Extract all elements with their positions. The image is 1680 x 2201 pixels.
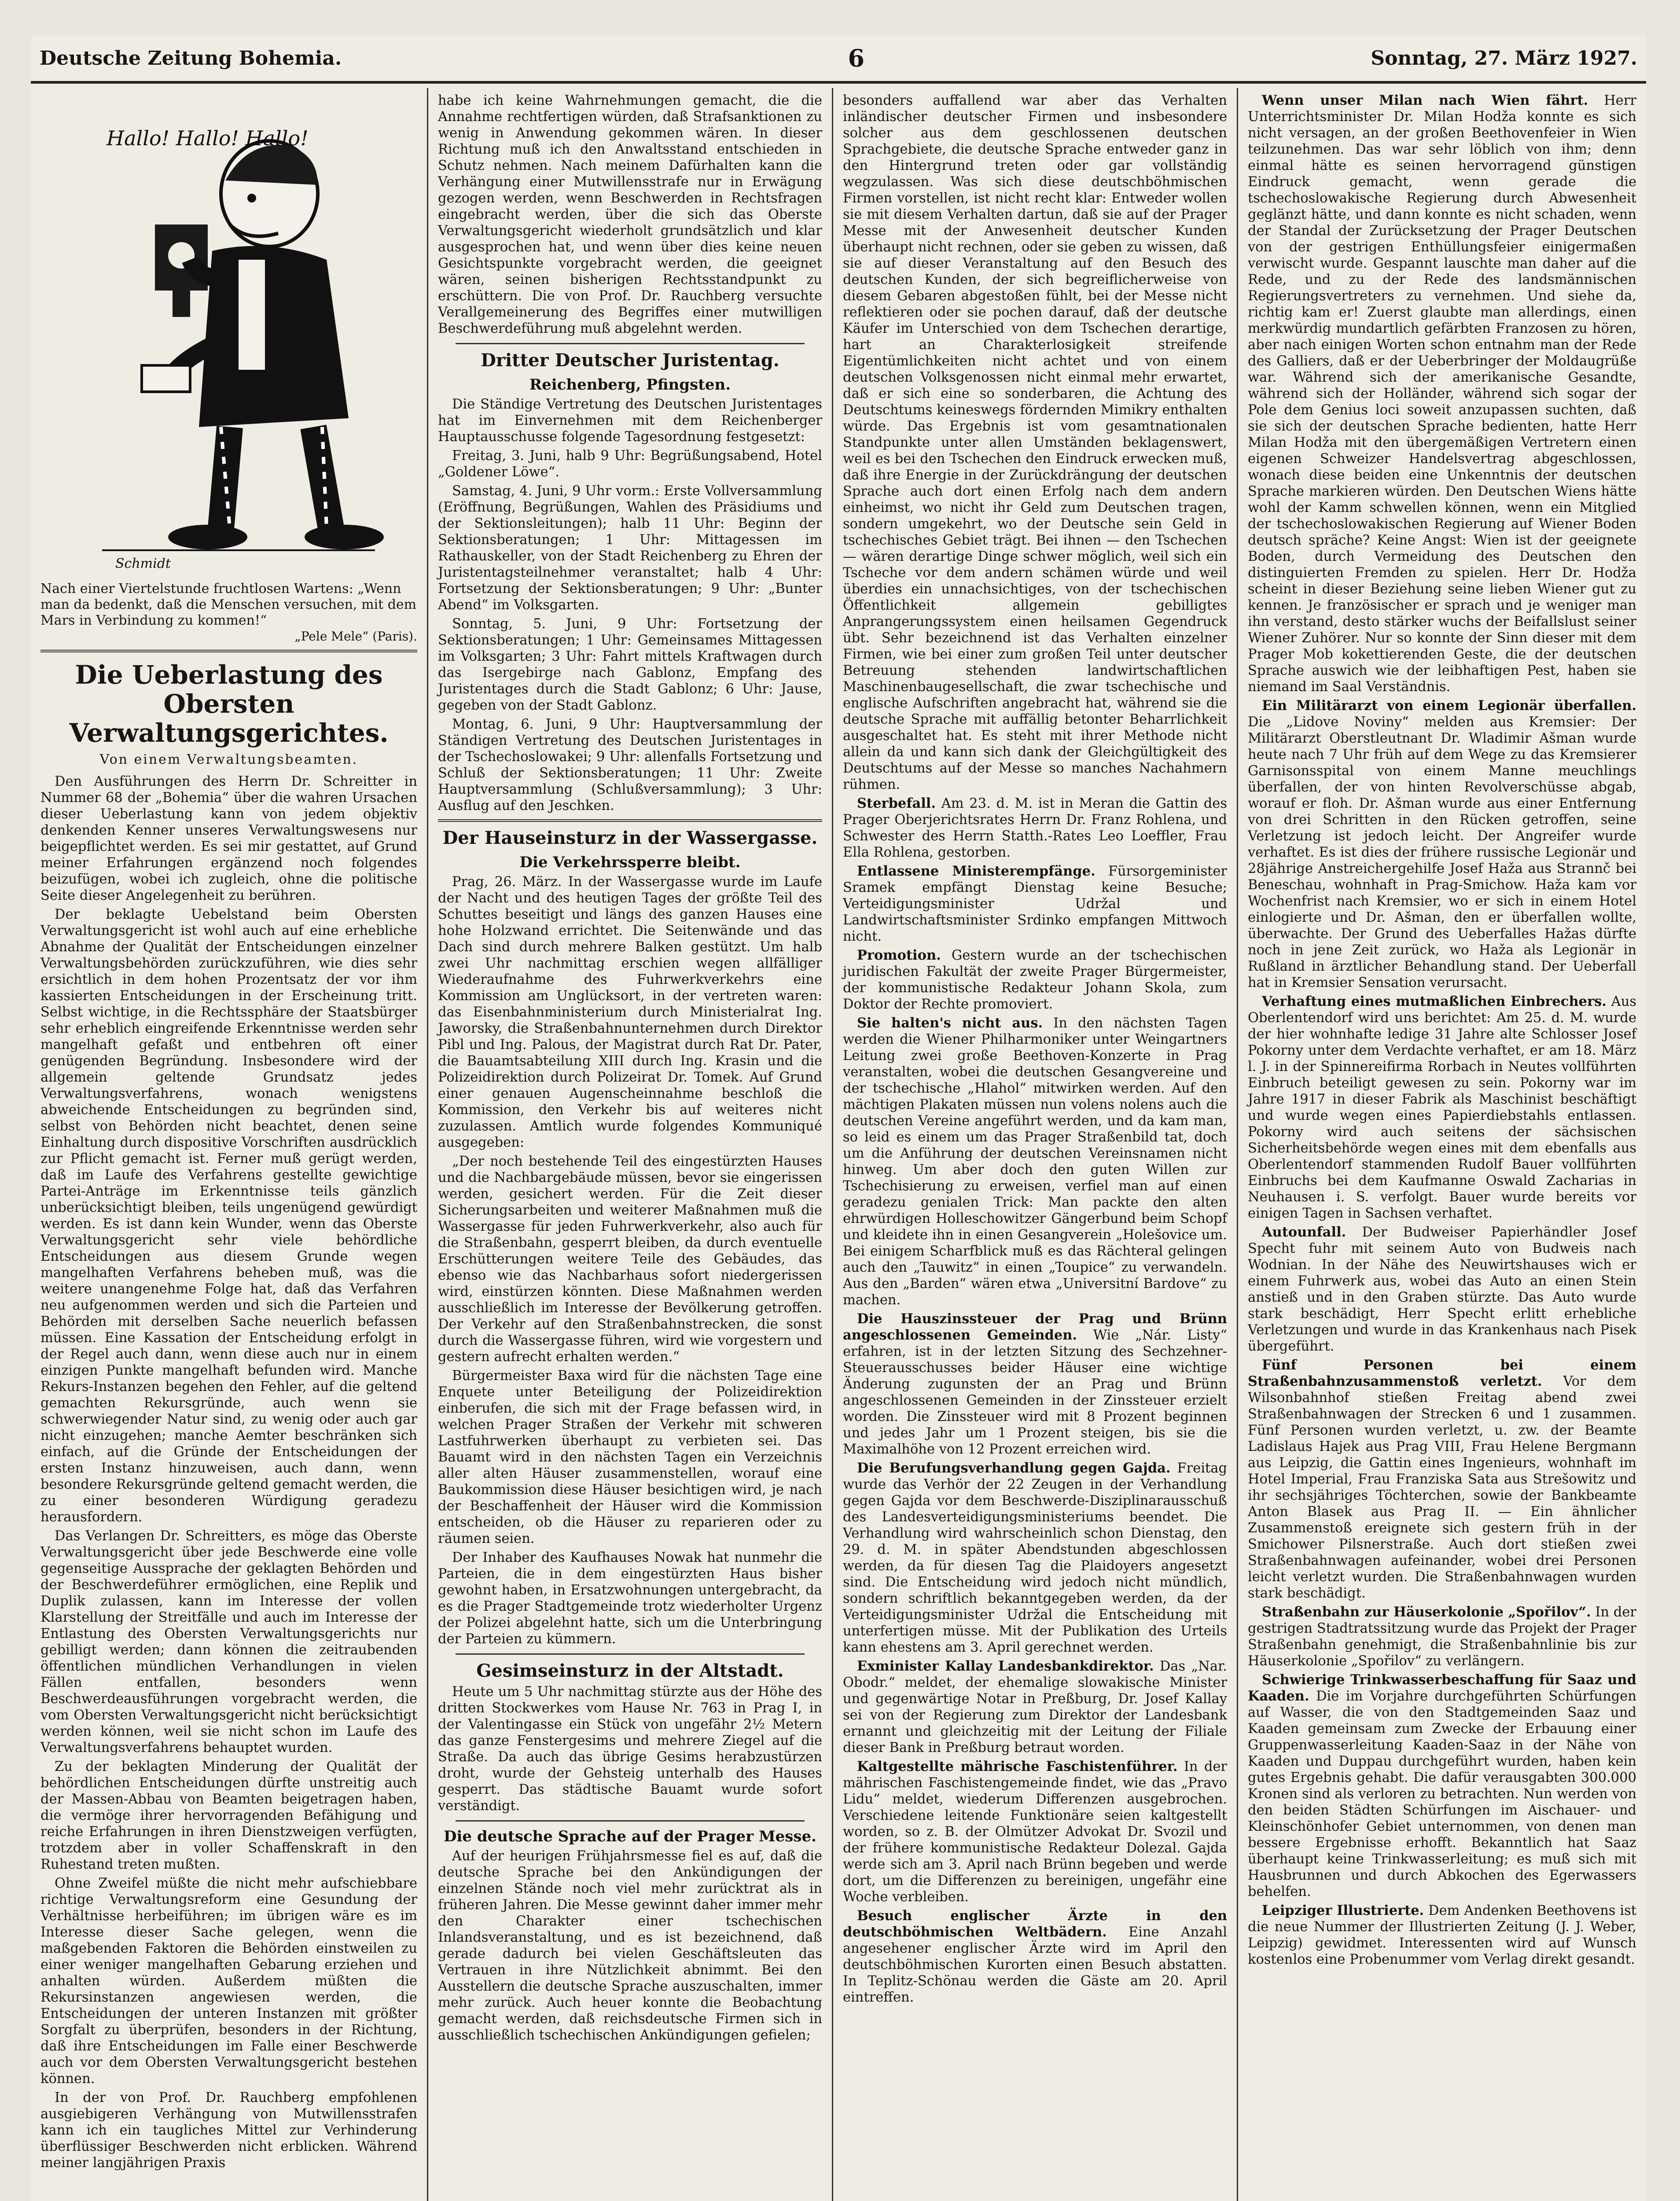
masthead — [31, 35, 1646, 84]
news-notice — [1248, 1672, 1636, 1900]
news-notice — [1248, 1357, 1636, 1601]
paragraph: Das Verlangen Dr. Schreitters, es möge das Oberste Verwaltungsgericht über jede Beschwerde eine volle gegenseitige Aussprache der geklagten Behörden und der Beschwerdeführer ermöglichen, eine Replik und Duplik zulassen, kann im Interesse der vollen Klarstellung der Streitfälle und auch im Interesse der Entlastung des Obersten Verwaltungsgerichts nur gebilligt werden; dann können die zeitraubenden öffentlichen mündlichen Verhandlungen in vielen Fällen entfallen, besonders wenn Beschwerdeausführungen vorgebracht werden, die vom Obersten Verwaltungsgericht nicht berücksichtigt werden können, weil sie nicht schon im Laufe des Verwaltungsverfahrens behauptet wurden. — [40, 1528, 417, 1756]
column-1 — [31, 88, 427, 2201]
news-notices — [1248, 92, 1636, 1968]
news-notice — [1248, 92, 1636, 695]
paragraph: habe ich keine Wahrnehmungen gemacht, die die Annahme rechtfertigen würden, daß Strafsanktionen zu wenig in Anwendung gekommen wären. In dieser Richtung muß ich den Anwaltsstand entschieden in Schutz nehmen. Nach meinem Dafürhalten kann die Verhängung einer Mutwillensstrafe nur in Erwägung gezogen werden, wenn Beschwerden in Rechtsfragen eingebracht werden, über die sich das Oberste Verwaltungsgericht wiederholt grundsätzlich und klar ausgesprochen hat, und wenn über dies keine neuen Gesichtspunkte vorgebracht werden, die geeignet wären, seinen bisherigen Rechtsstandpunkt zu erschüttern. Die von Prof. Dr. Rauchberg versuchte Verallgemeinerung des Begriffes einer mutwilligen Beschwerdeführung muß abgelehnt werden. — [438, 93, 822, 336]
article-title: Die Ueberlastung des Obersten Verwaltungsgerichtes. — [69, 660, 389, 748]
paragraph: Den Ausführungen des Herrn Dr. Schreitter in Nummer 68 der „Bohemia“ über die wahren Ursachen dieser Ueberlastung kann von jedem objektiv denkenden Kenner unseres Verwaltungswesens nur beigepflichtet werden. Es sei mir gestattet, auf Grund meiner Erfahrungen ergänzend noch folgendes beizufügen, wobei ich zugleich, ohne die politische Seite dieser Angelegenheit zu berühren. — [40, 774, 417, 903]
notice-text: Das „Nar. Obodr.“ meldet, der ehemalige slowakische Minister und gegenwärtige Notar in Preßburg, Dr. Josef Kallay sei von der Regierung zum Direktor der Landesbank ernannt und gleichzeitig mit der Leitung der Filiale dieser Bank in Preßburg betraut worden. — [843, 1659, 1227, 1756]
notice-heading: Exminister Kallay Landesbankdirektor. — [857, 1658, 1154, 1674]
article-title: Die deutsche Sprache auf der Prager Messe. — [444, 1828, 816, 1845]
notice-heading: Die Hauszinssteuer der Prag und Brünn angeschlossenen Gemeinden. — [843, 1311, 1227, 1343]
paragraph: Freitag, 3. Juni, halb 9 Uhr: Begrüßungsabend, Hotel „Goldener Löwe“. — [438, 448, 822, 480]
cartoon-speech: Hallo! Hallo! Hallo! — [107, 126, 309, 150]
notice-text: In der mährischen Faschistengemeinde findet, wie das „Pravo Lidu“ meldet, wiederum Differenzen ausgebrochen. Verschiedene leitende Funktionäre seien kaltgestellt worden, so z. B. der Olmützer Advokat Dr. Svozil und der frühere kommunistische Redakteur Dolezal. Gajda werde sich am 3. April nach Brünn begeben und werde dort, um die Differenzen zu bereinigen, ungefähr eine Woche verbleiben. — [843, 1759, 1227, 1905]
issue-date: Sonntag, 27. März 1927. — [1371, 47, 1637, 70]
article-dateline: Reichenberg, Pfingsten. — [529, 376, 731, 394]
cartoon-caption — [40, 581, 417, 644]
article-title: Dritter Deutscher Juristentag. — [481, 350, 779, 371]
paragraph: Die Ständige Vertretung des Deutschen Juristentages hat im Einvernehmen mit dem Reichenberger Hauptausschusse folgende Tagesordnung festgesetzt: — [438, 397, 822, 445]
divider — [456, 1653, 805, 1655]
notice-heading: Fünf Personen bei einem Straßenbahnzusammenstoß verletzt. — [1248, 1357, 1636, 1389]
notice-heading: Kaltgestellte mährische Faschistenführer. — [857, 1759, 1178, 1774]
article-title: Der Hauseinsturz in der Wassergasse. — [442, 828, 818, 848]
news-notice — [843, 1658, 1227, 1756]
article-body — [40, 773, 417, 2171]
news-notice — [1248, 698, 1636, 991]
news-notices — [843, 795, 1227, 2006]
notice-heading: Sterbefall. — [857, 795, 936, 811]
notice-heading: Autounfall. — [1262, 1224, 1346, 1240]
column-4 — [1237, 88, 1646, 2201]
notice-heading: Besuch englischer Ärzte in den deutschböhmischen Weltbädern. — [843, 1908, 1227, 1940]
page-number: 6 — [848, 44, 865, 72]
divider — [438, 819, 822, 822]
paragraph: Prag, 26. März. In der Wassergasse wurde im Laufe der Nacht und des heutigen Tages der größte Teil des Schuttes beseitigt und längs des ganzen Hauses eine hohe Holzwand errichtet. Die Seitenwände und das Dach sind durch mehrere Balken gestützt. Um halb zwei Uhr nachmittag erschien wegen allfälliger Wiederaufnahme des Fuhrwerkverkehrs eine Kommission am Unglücksort, in der vertreten waren: das Eisenbahnministerium durch Ministerialrat Ing. Jaworsky, die Straßenbahnunternehmen durch Direktor Pibl und Ing. Palous, der Magistrat durch Rat Dr. Pater, die Bauamtsabteilung XIII durch Ing. Krasin und die Polizeidirektion durch Polizeirat Dr. Tomek. Auf Grund einer genauen Augenscheinnahme beschloß die Kommission, den Verkehr bis auf weiteres nicht zuzulassen. Amtlich wurde folgendes Kommuniqué ausgegeben: — [438, 874, 822, 1150]
notice-text: Die „Lidove Noviny“ melden aus Kremsier: Der Militärarzt Oberstleutnant Dr. Wladimir Ašman wurde heute nach 7 Uhr früh auf dem Wege zu das Kremsierer Garnisonsspital von einem Manne meuchlings überfallen, der von hinten Revolverschüsse abgab, worauf er floh. Dr. Ašman wurde aus einer Entfernung von drei Schritten in den Rücken getroffen, seine Verletzung ist jedoch leicht. Der Angreifer wurde verhaftet. Es ist dies der frühere russische Legionär und 28jährige Anstreichergehilfe Josef Haža aus Strannč bei Beneschau, wohnhaft in Prag-Smichow. Haža kam vor Wochenfrist nach Kremsier, wo er sich in einem Hotel einlogierte und Dr. Ašman, den er überfallen wollte, überwachte. Der Grund des Ueberfalles Hažas dürfte noch in jene Zeit zurück, wo Haža als Legionär in Rußland in ärztlicher Behandlung stand. Der Ueberfall hat in Kremsier Sensation verursacht. — [1248, 714, 1636, 990]
notice-heading: Wenn unser Milan nach Wien fährt. — [1262, 92, 1588, 108]
notice-text: Aus Oberlentendorf wird uns berichtet: Am 25. d. M. wurde der hier wohnhafte ledige 31 Jahre alte Schlosser Josef Pokorny unter dem Verdachte verhaftet, er am 18. März l. J. in der Spinnereifirma Rorbach in Neutes vollführten Einbruch beteiligt gewesen zu sein. Pokorny war im Jahre 1917 in dieser Fabrik als Maschinist beschäftigt und wurde wegen eines Papierdiebstahls entlassen. Pokorny wird auch seitens der sächsischen Sicherheitsbehörde wegen eines mit dem ebenfalls aus Oberlentendorf stammenden Rudolf Bauer vollführten Einbruchs bei dem Kaufmanne Oswald Zacharias in Neuhausen i. S. verfolgt. Bauer wurde bereits vor einigen Tagen in Sachsen verhaftet. — [1248, 994, 1636, 1221]
paragraph: Montag, 6. Juni, 9 Uhr: Hauptversammlung der Ständigen Vertretung des Deutschen Juristentages in der Tschechoslowakei; 9 Uhr: allenfalls Fortsetzung und Schluß der Sektionsberatungen; 11 Uhr: Zweite Hauptversammlung (Schlußversammlung); 3 Uhr: Ausflug auf den Jeschken. — [438, 717, 822, 813]
notice-text: Freitag wurde das Verhör der 22 Zeugen in der Verhandlung gegen Gajda vor dem Beschwerde-Disziplinarausschuß des Landesverteidigungsministeriums beendet. Die Verhandlung wird wahrscheinlich schon Dienstag, den 29. d. M. in später Abendstunden abgeschlossen werden, da für diesen Tag die Plaidoyers angesetzt sind. Die Entscheidung wird jedoch nicht mündlich, sondern schriftlich bekanntgegeben werden, da der Verteidigungsminister Udržal die Entscheidung mit unterfertigen müsse. Mit der Publikation des Urteils kann ehestens am 3. April gerechnet werden. — [843, 1461, 1227, 1655]
cartoon-illustration — [40, 92, 417, 577]
article-subtitle: Die Verkehrssperre bleibt. — [519, 854, 741, 871]
news-notice — [843, 1460, 1227, 1656]
divider — [40, 650, 417, 652]
column-2 — [427, 88, 832, 2201]
notice-text: Eine Anzahl angesehener englischer Ärzte wird im April den deutschböhmischen Kurorten einen Besuch abstatten. In Teplitz-Schönau werden die Gäste am 20. April eintreffen. — [843, 1925, 1228, 2005]
paragraph: „Der noch bestehende Teil des eingestürzten Hauses und die Nachbargebäude müssen, bevor sie eingerissen werden, gesichert werden. Für die Zeit dieser Sicherungsarbeiten und weiterer Maßnahmen muß die Wassergasse für jeden Fuhrwerkverkehr, also auch für die Straßenbahn, gesperrt bleiben, da durch eventuelle Erschütterungen weitere Teile des Gebäudes, das ebenso wie das Nachbarhaus sofort niedergerissen wird, einstürzen könnten. Diese Maßnahmen werden ausschließlich im Interesse der Bevölkerung getroffen. Der Verkehr auf den Straßenbahnstrecken, die sonst durch die Wassergasse führen, wird wie vorgestern und gestern aufrecht erhalten werden.“ — [438, 1154, 822, 1365]
newspaper-page — [31, 35, 1646, 2201]
notice-heading: Sie halten's nicht aus. — [857, 1015, 1043, 1031]
notice-text: Die im Vorjahre durchgeführten Schürfungen auf Wasser, die von den Stadtgemeinden Saaz und Kaaden gemeinsam zum Zwecke der Erbauung einer Gruppenwasserleitung Kaaden-Saaz in der Nähe von Kaaden und Duppau durchgeführt wurden, haben kein gutes Ergebnis gehabt. Die dafür verausgabten 300.000 Kronen sind als verloren zu betrachten. Nun werden von den beiden Städten Schürfungen im Aischauer- und Kleinschönhofer Gebiet unternommen, von denen man bessere Ergebnisse erhofft. Bekanntlich hat Saaz überhaupt keine Trinkwasserleitung; es muß sich mit Hausbrunnen und durch Abkochen des Egerwassers behelfen. — [1248, 1689, 1636, 1899]
notice-heading: Die Berufungsverhandlung gegen Gajda. — [857, 1460, 1171, 1476]
notice-heading: Leipziger Illustrierte. — [1262, 1903, 1424, 1918]
paragraph: Bürgermeister Baxa wird für die nächsten Tage eine Enquete unter Beteiligung der Polizeidirektion einberufen, die sich mit der Frage befassen wird, in welchen Prager Straßen der Verkehr mit schweren Lastfuhrwerken überhaupt zu verbieten sei. Das Bauamt wird in den nächsten Tagen ein Verzeichnis aller alten Häuser zusammenstellen, worauf eine Baukommission diese Häuser besichtigen wird, je nach der Beschaffenheit der Häuser wird die Kommission entscheiden, ob die Häuser zu reparieren oder zu räumen seien. — [438, 1368, 822, 1546]
notice-text: Fürsorgeminister Sramek empfängt Dienstag keine Besuche; Verteidigungsminister Udržal und Landwirtschaftsminister Srdinko empfangen Mittwoch nicht. — [843, 864, 1227, 944]
news-notice — [1248, 994, 1636, 1222]
caption-text: Nach einer Viertelstunde fruchtlosen Wartens: „Wenn man da bedenkt, daß die Menschen versuchen, mit dem Mars in Verbindung zu kommen!“ — [40, 581, 417, 628]
article-byline: Von einem Verwaltungsbeamten. — [99, 752, 358, 767]
news-notice — [843, 1908, 1227, 2006]
notice-heading: Verhaftung eines mutmaßlichen Einbrechers. — [1262, 994, 1606, 1009]
paragraph: Ohne Zweifel müßte die nicht mehr aufschiebbare richtige Verwaltungsreform eine Gesundung der Verhältnisse herbeiführen; im übrigen wäre es im Interesse dieser Sache gelegen, wenn die maßgebenden Faktoren die Behörden einstweilen zu einer weniger mangelhaften Gebarung erziehen und anhalten würden. Außerdem müßten die Rekursinstanzen angewiesen werden, die Entscheidungen der unteren Instanzen mit größter Sorgfalt zu überprüfen, besonders in der Richtung, daß ihre Entscheidungen im Falle einer Beschwerde auch vor dem Obersten Verwaltungsgericht bestehen können. — [40, 1876, 417, 2087]
news-notice — [843, 1759, 1227, 1905]
news-notice — [1248, 1604, 1636, 1669]
paragraph: Auf der heurigen Frühjahrsmesse fiel es auf, daß die deutsche Sprache bei den Ankündigungen der einzelnen Stände noch viel mehr zurücktrat als in früheren Jahren. Die Messe gewinnt daher immer mehr den Charakter einer tschechischen Inlandsveranstaltung, und es ist bezeichnend, daß gerade dadurch bei vielen Geschäftsleuten das Vertrauen in ihre Nützlichkeit abnimmt. Bei den Ausstellern die deutsche Sprache auszuschalten, immer mehr zurück. Auch heuer konnte die Beobachtung gemacht werden, daß reichsdeutsche Firmen sich in ausschließlich tschechischen Ankündigungen gefielen; — [438, 1848, 822, 2043]
cartoon-signature: Schmidt — [115, 556, 171, 571]
newspaper-name: Deutsche Zeitung Bohemia. — [40, 47, 342, 70]
columns — [31, 88, 1646, 2201]
news-notice — [843, 1311, 1227, 1458]
news-notice — [1248, 1224, 1636, 1354]
paragraph: Der beklagte Uebelstand beim Obersten Verwaltungsgericht ist wohl auch auf eine erhebliche Abnahme der Qualität der Entscheidungen einzelner Verwaltungsbehörden zurückzuführen, wie dies sehr ersichtlich in dem hohen Prozentsatz der vor ihm kassierten Entscheidungen in der Erscheinung tritt. Selbst wichtige, in die Rechtssphäre der Staatsbürger sehr erheblich eingreifende Erkenntnisse werden sehr mangelhaft gefaßt und entbehren oft einer genügenden Begründung. Insbesondere wird der allgemein geltende Grundsatz jedes Verwaltungsverfahrens, wonach wenigstens abweichende Entscheidungen zu begründen sind, selbst von Behörden nicht beachtet, denen seine Einhaltung durch dispositive Vorschriften ausdrücklich zur Pflicht gemacht ist. Ferner muß gerügt werden, daß im Laufe des Verfahrens gestellte gewichtige Partei-Anträge im Erkenntnisse teils gänzlich unberücksichtigt bleiben, teils ungenügend gewürdigt werden. Es ist dann kein Wunder, wenn das Oberste Verwaltungsgericht sehr viele behördliche Entscheidungen aus diesem Grunde wegen mangelhaften Verfahrens beheben muß, was die weitere unangenehme Folge hat, daß das Verfahren neu aufgenommen werden und sich die Parteien und Behörden mit derselben Sache neuerlich befassen müssen. Eine Kassation der Entscheidung erfolgt in der Regel auch dann, wenn diese auch nur in einem einzigen Punkte mangelhaft befunden wird. Manche Rekurs-Instanzen begehen den Fehler, auf die geltend gemachten Rekursgründe, auch wenn sie schwerwiegender Natur sind, zu wenig oder auch gar nicht einzugehen; manche Aemter beschränken sich einfach, auf die Gründe der Entscheidungen der ersten Instanz hinzuweisen, auch dann, wenn besondere Rekursgründe geltend gemacht werden, die zu einer besonderen Würdigung geradezu herausfordern. — [40, 907, 417, 1525]
notice-heading: Schwierige Trinkwasserbeschaffung für Saaz und Kaaden. — [1248, 1672, 1636, 1704]
paragraph: Zu der beklagten Minderung der Qualität der behördlichen Entscheidungen dürfte unstreitig auch der Massen-Abbau von Beamten beigetragen haben, die vermöge ihrer hervorragenden Befähigung und reiche Erfahrungen in ihren Dienstzweigen verfügten, trotzdem aber in voller Schaffenskraft in den Ruhestand treten mußten. — [40, 1759, 417, 1872]
paragraph: Samstag, 4. Juni, 9 Uhr vorm.: Erste Vollversammlung (Eröffnung, Begrüßungen, Wahlen des Präsidiums und der Sektionsleitungen); halb 11 Uhr: Beginn der Sektionsberatungen; 1 Uhr: Mittagessen im Rathauskeller, von der Stadt Reichenberg zu Ehren der Juristentagsteilnehmer veranstaltet; halb 4 Uhr: Fortsetzung der Sektionsberatungen; 9 Uhr: „Bunter Abend“ im Volksgarten. — [438, 483, 822, 613]
notice-text: Der Budweiser Papierhändler Josef Specht fuhr mit seinem Auto von Budweis nach Wodnian. In der Nähe des Neuwirtshauses wich er einem Fuhrwerk aus, wobei das Auto an einen Stein anstieß und in den Graben stürzte. Das Auto wurde stark beschädigt, Herr Specht erlitt erhebliche Verletzungen und wurde in das Krankenhaus nach Pisek übergeführt. — [1248, 1225, 1636, 1354]
news-notice — [1248, 1903, 1636, 1968]
paragraph: Sonntag, 5. Juni, 9 Uhr: Fortsetzung der Sektionsberatungen; 1 Uhr: Gemeinsames Mittagessen im Volksgarten; 3 Uhr: Fahrt mittels Kraftwagen durch das Isergebirge nach Gablonz, Empfang des Juristentages durch die Stadt Gablonz; 6 Uhr: Jause, gegeben von der Stadt Gablonz. — [438, 616, 822, 713]
news-notice — [843, 863, 1227, 945]
paragraph: besonders auffallend war aber das Verhalten inländischer deutscher Firmen und insbesondere solcher aus dem geschlossenen deutschen Sprachgebiete, die deutsche Sprache entweder ganz in den Hintergrund treten oder gar vollständig wegzulassen. Was sich diese deutschböhmischen Firmen vorstellen, ist nicht recht klar: Entweder wollen sie mit diesem Verhalten dartun, daß sie auf der Prager Messe mit der Anwesenheit deutscher Kunden überhaupt nicht rechnen, oder sie geben zu wissen, daß sie auf dieser Veranstaltung auf den Besuch des deutschen Kunden, der sich begreiflicherweise von diesem Gebaren abgestoßen fühlt, bei der Messe nicht reflektieren oder sie pochen darauf, daß der deutsche Käufer im Unterschied von dem Tschechen derartige, hart an Charakterlosigkeit streifende Eigentümlichkeiten nicht achtet und von einem deutschen Volksgenossen nicht einmal mehr erwartet, daß er sich eine so sonderbaren, die Achtung des Deutschtums keineswegs fördernden Mimikry enthalten würde. Das Ergebnis ist vom gesamtnationalen Standpunkte unter allen Umständen beklagenswert, weil es bei den Tschechen den Eindruck erwecken muß, daß ihre Energie in der Zurückdrängung der deutschen Sprache auch dort einen Erfolg nach dem andern einheimst, wo nicht ihr Geld zum Deutschen tragen, sondern umgekehrt, wo der Deutsche sein Geld in tschechisches Gebiet trägt. Bei ihnen — den Tschechen — wären derartige Dinge schwer möglich, weil sich ein Tscheche vor dem andern schämen würde und weil überdies ein unnachsichtiges, von der tschechischen Öffentlichkeit allgemein gebilligtes Anprangerungssystem einen heilsamen Gegendruck übt. Sehr bezeichnend ist das Verhalten einzelner Firmen, wie bei einer zum großen Teil unter deutscher Betreuung stehenden landwirtschaftlichen Maschinenbaugesellschaft, die zwar tschechische und englische Aufschriften angebracht hat, während sie die deutsche Sprache mit auffällig betonter Beharrlichkeit ausgeschaltet hat. Es steht mit ihrer Methode nicht allein da und kann sich dank der Gleichgültigkeit des Deutschtums auf der Messe so manches Nachahmern rühmen. — [843, 93, 1227, 792]
divider — [456, 1820, 805, 1822]
column-3 — [832, 88, 1237, 2201]
caption-source: „Pele Mele“ (Paris). — [294, 629, 417, 644]
article-title: Gesimseinsturz in der Altstadt. — [476, 1660, 784, 1681]
paragraph: In der von Prof. Dr. Rauchberg empfohlenen ausgiebigeren Verhängung von Mutwillensstrafen kann ich ein taugliches Mittel zur Verhinderung überflüssiger Beschwerden nicht erblicken. Während meiner langjährigen Praxis — [40, 2090, 417, 2171]
notice-text: Wie „Nár. Listy“ erfahren, ist in der letzten Sitzung des Sechzehner-Steuerausschusses beider Häuser eine wichtige Änderung zugunsten der an Prag und Brünn angeschlossenen Gemeinden in der Zinssteuer erzielt worden. Die Zinssteuer wird mit 8 Prozent beginnen und jedes Jahr um 1 Prozent steigen, bis sie die Maximalhöhe von 12 Prozent erreichen wird. — [843, 1328, 1227, 1457]
divider — [456, 343, 805, 344]
notice-text: Am 23. d. M. ist in Meran die Gattin des Prager Oberjerichtsrates Herrn Dr. Franz Rohlena, und Schwester des Herrn Statth.-Rates Leo Loeffler, Frau Ella Rohlena, gestorben. — [843, 796, 1227, 860]
notice-text: Dem Andenken Beethovens ist die neue Nummer der Illustrierten Zeitung (J. J. Weber, Leipzig) gewidmet. Interessenten wird auf Wunsch kostenlos eine Probenummer vom Verlag direkt gesandt. — [1248, 1903, 1636, 1967]
paragraph: Heute um 5 Uhr nachmittag stürzte aus der Höhe des dritten Stockwerkes vom Hause Nr. 763 in Prag I, in der Valentingasse ein Stück von ungefähr 2½ Metern das ganze Fenstergesims und mehrere Ziegel auf die Straße. Da auch das übrige Gesims herabzustürzen droht, wurde der Gehsteig unterhalb des Hauses gesperrt. Das städtische Bauamt wurde sofort verständigt. — [438, 1684, 822, 1814]
notice-text: In den nächsten Tagen werden die Wiener Philharmoniker unter Weingartners Leitung zwei große Beethoven-Konzerte in Prag veranstalten, wobei die deutschen Gesangvereine und der tschechische „Hlahol“ mitwirken werden. Auf den mächtigen Plakaten müssen nun volens nolens auch die deutschen Vereine angeführt werden, und da kam man, so leid es einem um das Prager Straßenbild tat, doch um die Anführung der deutschen Vereinsnamen nicht hinweg. Um aber doch den guten Willen zur Tschechisierung zu erweisen, verfiel man auf einen geradezu genialen Trick: Man packte den alten ehrwürdigen Holleschowitzer Gängerbund beim Schopf und kleidete ihn in einen Gesangverein „Holešovice um. Bei einigem Scharfblick muß es das Rächteral gelingen auch den „Tauwitz“ in einen „Toupice“ zu verwandeln. Aus den „Barden“ wären etwa „Universitní Bardove“ zu machen. — [843, 1016, 1227, 1308]
news-notice — [843, 795, 1227, 861]
notice-text: Herr Unterrichtsminister Dr. Milan Hodža konnte es sich nicht versagen, an der großen Beethovenfeier in Wien teilzunehmen. Das war sehr löblich von ihm; denn einmal hätte es seinen hervorragend günstigen Eindruck gemacht, wenn gerade die tschechoslowakische Regierung durch Abwesenheit geglänzt hätte, und dann konnte es nicht schaden, wenn der Standal der Zurücksetzung der Prager Deutschen von der gestrigen Enthüllungsfeier einigermaßen verwischt wurde. Gespannt lauschte man daher auf die Rede, und zu der Rede des landsmännischen Regierungsvertreters zu vernehmen. Und siehe da, richtig kam er! Zuerst glaubte man allerdings, einen merkwürdig mundartlich gefärbten Franzosen zu hören, aber nach einigen Worten schon entnahm man der Rede des Galliers, daß er der Ueberbringer der Moldaugrüße war. Während sich der amerikanische Gesandte, während sich der Holländer, während sich sogar der Pole dem Genius loci soweit anzupassen suchten, daß sie sich der deutschen Sprache bedienten, hatte Herr Milan Hodža mit den übergemäßigen Vertretern einen eigenen Schweizer Handelsvertrag abgeschlossen, wonach diese beiden eine Unkenntnis der deutschen Sprache markieren würden. Den Deutschen Wiens hätte wohl der Kamm schwellen können, wenn ein Mitglied der tschechoslowakischen Regierung auf Wiener Boden deutsch spräche? Keine Angst: Wien ist der geeignete Boden, durch Vermeidung des Deutschen den distinguierten Fremden zu spielen. Herr Dr. Hodža scheint in dieser Beziehung seine lieben Wiener gut zu kennen. Je französischer er sprach und je weniger man ihn verstand, desto stärker wuchs der Beifallslust seiner Wiener Zuhörer. Nur so konnte der Sinn dieser mit dem Prager Mob kokettierenden Geste, die der deutschen Sprache auswich wie der leibhaftigen Pest, haben sie niemand im Saal Verständnis. — [1248, 93, 1636, 695]
notice-heading: Promotion. — [857, 947, 941, 963]
notice-heading: Straßenbahn zur Häuserkolonie „Spořilov“. — [1262, 1604, 1591, 1620]
notice-text: In der gestrigen Stadtratssitzung wurde das Projekt der Prager Straßenbahn genehmigt, die Straßenbahnlinie bis zur Häuserkolonie „Spořilov“ zu verlängern. — [1248, 1605, 1636, 1669]
notice-heading: Ein Militärarzt von einem Legionär überfallen. — [1262, 698, 1636, 714]
notice-text: Vor dem Wilsonbahnhof stießen Freitag abend zwei Straßenbahnwagen der Strecken 6 und 1 zusammen. Fünf Personen wurden verletzt, u. zw. der Beamte Ladislaus Hajek aus Prag VIII, Frau Helene Bergmann aus Leipzig, die Gattin eines Ingenieurs, wohnhaft im Hotel Imperial, Frau Franziska Sata aus Strešowitz und ihr sechsjähriges Töchterchen, sowie der Bankbeamte Anton Blasek aus Prag II. — Ein ähnlicher Zusammenstoß ereignete sich gestern früh in der Smichower Pilsnerstraße. Auch dort stießen zwei Straßenbahnwagen aufeinander, wobei drei Personen leicht verletzt wurden. Die Straßenbahnwagen wurden stark beschädigt. — [1248, 1374, 1637, 1601]
notice-text: Gestern wurde an der tschechischen juridischen Fakultät der zweite Prager Bürgermeister, der kommunistische Redakteur Johann Skola, zum Doktor der Rechte promoviert. — [843, 948, 1227, 1012]
paragraph: Der Inhaber des Kaufhauses Nowak hat nunmehr die Parteien, die in dem eingestürzten Haus bisher gewohnt haben, in Ersatzwohnungen untergebracht, da es die Prager Stadtgemeinde trotz wiederholter Urgenz der Polizei abgelehnt hatte, sich um die Unterbringung der Parteien zu kümmern. — [438, 1550, 822, 1647]
news-notice — [843, 1015, 1227, 1308]
news-notice — [843, 947, 1227, 1012]
notice-heading: Entlassene Ministerempfänge. — [857, 863, 1095, 879]
